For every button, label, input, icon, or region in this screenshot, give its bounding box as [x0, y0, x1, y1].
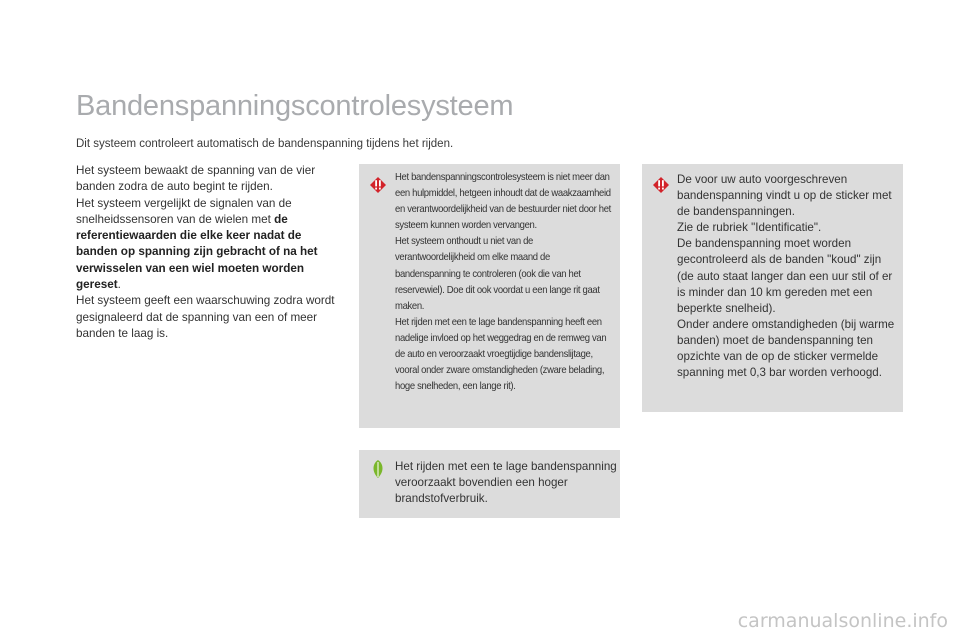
warning-box-2-paragraph-2: Zie de rubriek "Identificatie".	[677, 221, 822, 235]
watermark: carmanualsonline.info	[737, 610, 948, 632]
warning-box-2	[642, 164, 903, 412]
page-title: Bandenspanningscontrolesysteem	[76, 90, 514, 122]
intro-text: Dit systeem controleert automatisch de bandenspanning tijdens het rijden.	[76, 138, 454, 150]
left-paragraph-1: Het systeem bewaakt de spanning van de vier banden zodra de auto begint te rijden.	[76, 164, 316, 194]
warning-box-1-paragraph-3: Het rijden met een te lage bandenspanning heeft een nadelige invloed op het weggedrag en de remweg van de auto en veroorzaakt vroegtijdige bandenslijtage, vooral onder zware omstandigheden (zware belading, hoge snelheden, een lange rit).	[395, 316, 607, 393]
warning-box-2-paragraph-1: De voor uw auto voorgeschreven bandenspanning vindt u op de sticker met de bandenspanningen.	[677, 173, 892, 219]
left-paragraph-2-end: .	[117, 278, 121, 292]
left-column	[76, 163, 338, 342]
left-paragraph-2	[76, 196, 338, 294]
warning-box-2-text	[677, 172, 897, 381]
warning-icon	[369, 176, 387, 194]
warning-box-2-paragraph-3: De bandenspanning moet worden gecontroleerd als de banden "koud" zijn (de auto staat langer dan een uur stil of er is minder dan 10 km gereden met een beperkte snelheid).	[677, 237, 893, 315]
leaf-icon	[369, 459, 387, 479]
warning-box-1	[359, 164, 620, 428]
left-paragraph-2-bold: de referentiewaarden die elke keer nadat de banden op spanning zijn gebracht of na het verwisselen van een wiel moeten worden gereset	[76, 212, 318, 292]
warning-box-1-paragraph-2: Het systeem onthoudt u niet van de verantwoordelijkheid om elke maand de bandenspanning te controleren (ook die van het reservewiel). Doe dit ook voordat u een lange rit gaat maken.	[395, 236, 600, 312]
warning-icon	[652, 176, 670, 194]
eco-box-text: Het rijden met een te lage bandenspanning veroorzaakt bovendien een hoger brandstofverbruik.	[395, 460, 617, 506]
warning-box-1-paragraph-1: Het bandenspanningscontrolesysteem is niet meer dan een hulpmiddel, hetgeen inhoudt dat de waakzaamheid en verantwoordelijkheid van de bestuurder niet door het systeem kunnen worden vervangen.	[395, 172, 611, 232]
warning-box-1-text	[395, 170, 614, 395]
left-paragraph-2-text: Het systeem vergelijkt de signalen van de snelheidssensoren van de wielen met	[76, 196, 292, 226]
warning-box-2-paragraph-4: Onder andere omstandigheden (bij warme banden) moet de bandenspanning ten opzichte van de op de sticker vermelde spanning met 0,3 bar worden verhoogd.	[677, 317, 895, 380]
left-paragraph-3: Het systeem geeft een waarschuwing zodra wordt gesignaleerd dat de spanning van een of meer banden te laag is.	[76, 294, 335, 340]
eco-box	[359, 450, 620, 518]
